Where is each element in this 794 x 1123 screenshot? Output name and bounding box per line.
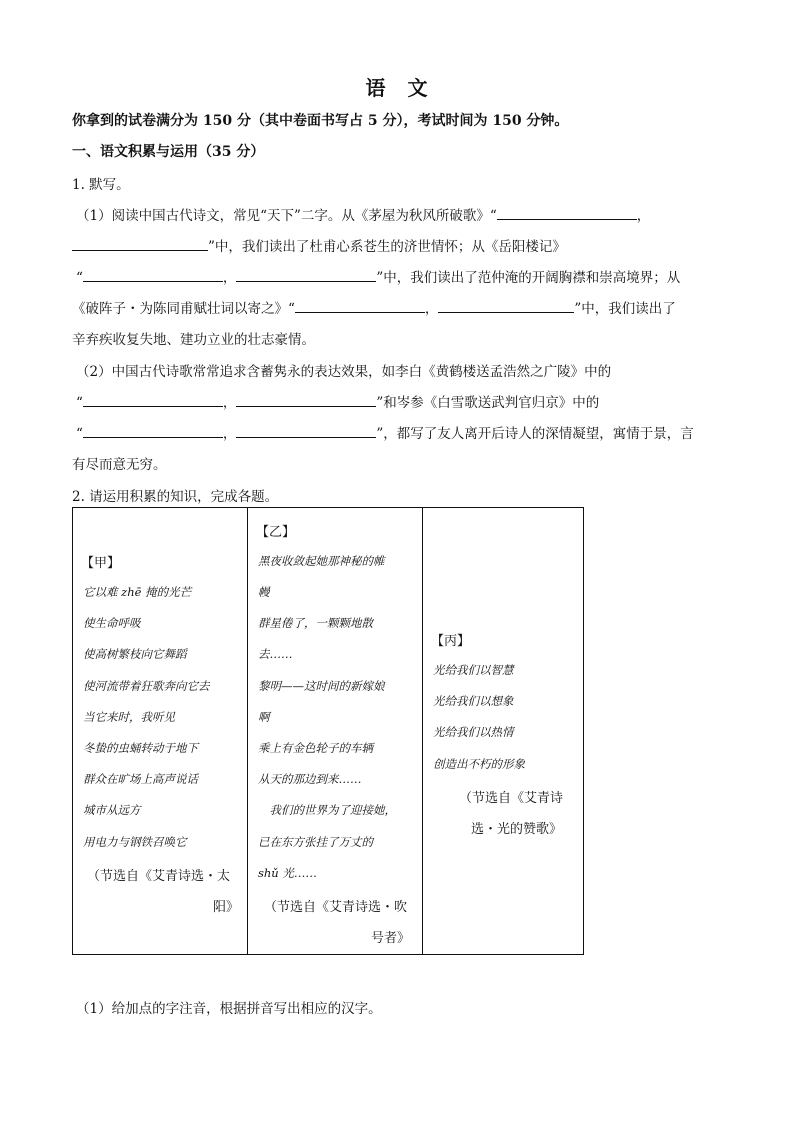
q1-p1-text: ， [424, 301, 439, 317]
q1-p2-text: ， [222, 395, 237, 411]
poem-line: 已在东方张挂了万丈的 [258, 835, 373, 849]
poem-line: 黑夜收敛起她那神秘的帷 [258, 554, 385, 568]
answer-blank[interactable] [295, 300, 425, 313]
q1-part2-line3 [76, 422, 694, 442]
poem-line: 用电力与钢铁召唤它 [83, 835, 187, 849]
section-heading: 一、语文积累与运用（35 分） [72, 144, 265, 160]
q1-p1-text-a: （1）阅读中国古代诗文，常见“天下”二字。从《茅屋为秋风所破歌》“ [76, 208, 497, 224]
poem-line: 去…… [258, 647, 293, 661]
poem-line: 乘上有金色轮子的车辆 [258, 741, 373, 755]
poem-source-jia-1: （节选自《艾青诗选・太 [87, 869, 231, 884]
poem-table [72, 507, 584, 955]
q1-p1-text: ”中，我们读出了杜甫心系苍生的济世情怀；从《岳阳楼记》 [208, 239, 566, 255]
q1-p1-text: “ [76, 270, 83, 286]
poem-heading-yi: 【乙】 [256, 525, 296, 540]
poem-line: shǔ 光…… [258, 866, 317, 880]
exam-notice: 你拿到的试卷满分为 150 分（其中卷面书写占 5 分），考试时间为 150 分钟。 [72, 113, 569, 129]
poem-line: 光给我们以想象 [433, 694, 514, 708]
poem-line: 从天的那边到来…… [258, 772, 362, 786]
q1-p2-text: “ [76, 426, 83, 442]
poem-source-yi-1: （节选自《艾青诗选・吹 [264, 900, 408, 915]
poem-line: 光给我们以热情 [433, 725, 514, 739]
q1-p2-text: ， [222, 426, 237, 442]
q1-p1-text: ， [222, 270, 237, 286]
poem-line: 我们的世界为了迎接她， [258, 803, 396, 817]
q1-part2-line4: 有尽而意无穷。 [72, 457, 167, 473]
poem-source-bing-1: （节选自《艾青诗 [459, 791, 564, 806]
q1-part1-line4 [72, 297, 676, 317]
poem-line: 群众在旷场上高声说话 [83, 772, 198, 786]
q1-p1-text: 《破阵子・为陈同甫赋壮词以寄之》“ [72, 301, 295, 317]
q1-p2-text: “ [76, 395, 83, 411]
poem-cell-jia [73, 508, 248, 955]
q1-part1-line5: 辛弃疾收复失地、建功立业的壮志豪情。 [72, 332, 315, 348]
answer-blank[interactable] [83, 425, 223, 438]
poem-heading-jia: 【甲】 [81, 556, 121, 571]
poem-line: 啊 [258, 710, 270, 724]
q1-part2-line2 [76, 391, 599, 411]
answer-blank[interactable] [236, 269, 376, 282]
poem-line: 使河流带着狂歌奔向它去 [83, 679, 210, 693]
poem-line: 当它来时，我听见 [83, 710, 175, 724]
answer-blank[interactable] [236, 394, 376, 407]
poem-line: 创造出不朽的形象 [433, 757, 525, 771]
answer-blank[interactable] [236, 425, 376, 438]
answer-blank[interactable] [497, 207, 637, 220]
poem-source-bing-2: 选・光的赞歌》 [471, 822, 563, 837]
q1-part1-line1 [76, 204, 650, 224]
q1-p2-text: ”，都写了友人离开后诗人的深情凝望，寓情于景，言 [376, 426, 694, 442]
answer-blank[interactable] [83, 269, 223, 282]
poem-heading-bing: 【丙】 [431, 634, 471, 649]
poem-line: 黎明——这时间的新嫁娘 [258, 679, 385, 693]
q1-p1-text-b: ， [636, 208, 651, 224]
answer-blank[interactable] [83, 394, 223, 407]
question-2-sub1: （1）给加点的字注音，根据拼音写出相应的汉字。 [76, 1001, 382, 1017]
q1-p1-text: ”中，我们读出了 [574, 301, 676, 317]
q1-p2-text: ”和岑参《白雪歌送武判官归京》中的 [376, 395, 600, 411]
question-2-label: 2. 请运用积累的知识，完成各题。 [72, 489, 279, 505]
poem-cell-bing [423, 508, 584, 955]
poem-line: 光给我们以智慧 [433, 663, 514, 677]
poem-source-jia-2: 阳》 [212, 900, 239, 915]
q1-part2-line1: （2）中国古代诗歌常常追求含蓄隽永的表达效果，如李白《黄鹤楼送孟浩然之广陵》中的 [76, 364, 612, 380]
answer-blank[interactable] [72, 238, 208, 251]
q1-p1-text: ”中，我们读出了范仲淹的开阔胸襟和崇高境界；从 [376, 270, 681, 286]
poem-line: 冬蛰的虫蛹转动于地下 [83, 741, 198, 755]
poem-source-yi-2: 号者》 [370, 931, 410, 946]
answer-blank[interactable] [438, 300, 574, 313]
poem-line: 使生命呼吸 [83, 616, 141, 630]
poem-line: 幔 [258, 585, 270, 599]
page-title: 语 文 [365, 76, 429, 100]
q1-part1-line3 [76, 266, 680, 286]
question-1-label: 1. 默写。 [72, 177, 130, 193]
poem-line: 它以难 zhē 掩的光芒 [83, 585, 192, 599]
q1-part1-line2 [72, 235, 566, 255]
poem-cell-yi [248, 508, 423, 955]
poem-line: 群星倦了，一颗颗地散 [258, 616, 373, 630]
poem-line: 使高树繁枝向它舞蹈 [83, 647, 187, 661]
poem-line: 城市从远方 [83, 803, 141, 817]
